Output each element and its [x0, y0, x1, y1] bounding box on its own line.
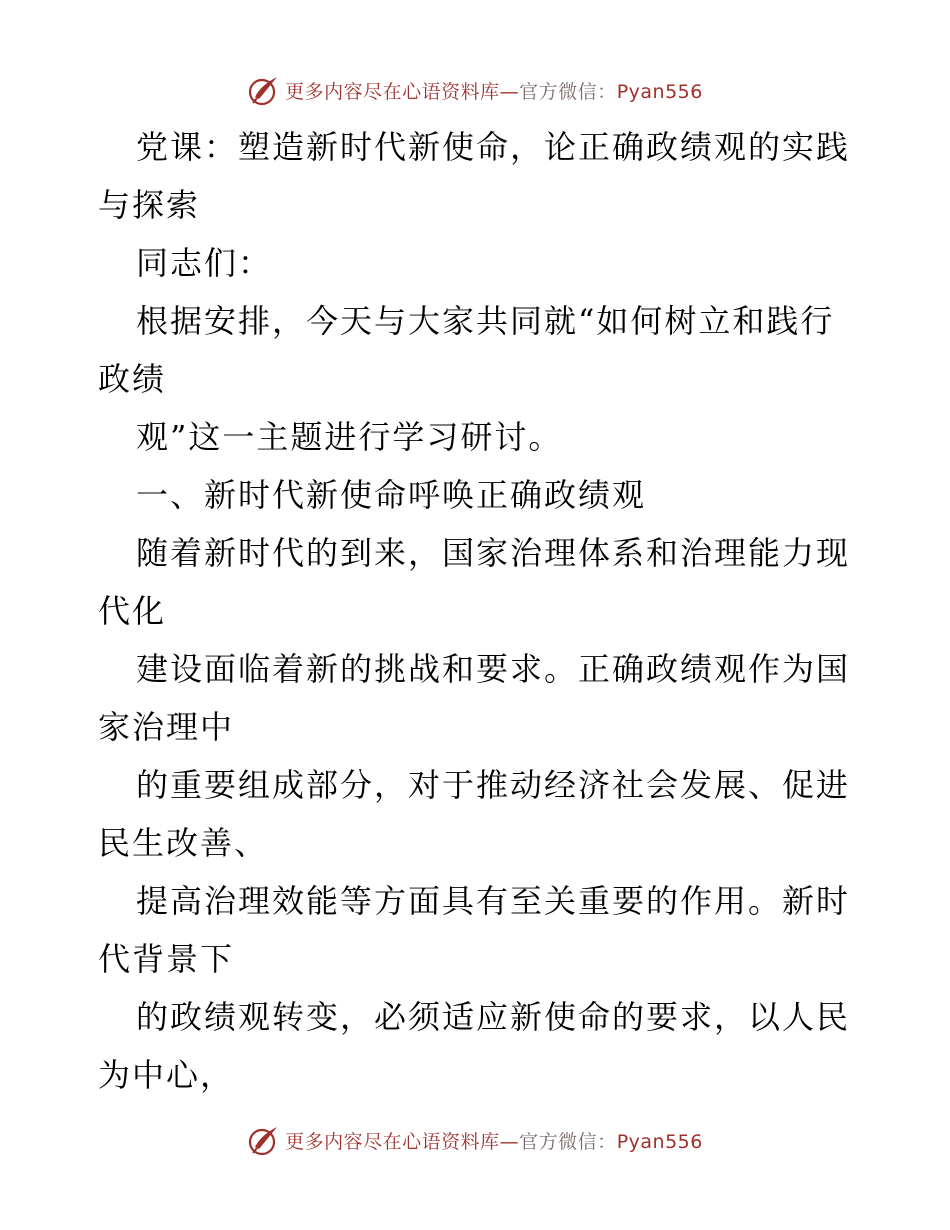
watermark-wechat-handle: Pyan556 [616, 80, 703, 103]
watermark-site-text: 更多内容尽在心语资料库 [285, 80, 500, 103]
document-body [98, 118, 858, 1104]
watermark-wechat-label: 官方微信： [519, 80, 617, 103]
text-line: 根据安排，今天与大家共同就“如何树立和践行 [136, 302, 835, 340]
watermark-text [285, 1127, 703, 1154]
watermark-separator: — [499, 80, 520, 103]
text-line: 党课：塑造新时代新使命，论正确政绩观的实践 [136, 128, 851, 166]
watermark-banner-bottom [0, 1120, 950, 1160]
watermark-text [285, 77, 703, 104]
quill-logo-icon [247, 1123, 281, 1157]
text-line: 为中心， [98, 1056, 235, 1094]
text-line: 政绩 [98, 360, 167, 398]
text-line: 代背景下 [98, 940, 235, 978]
text-line: 提高治理效能等方面具有至关重要的作用。新时 [136, 882, 851, 920]
watermark-site-text: 更多内容尽在心语资料库 [285, 1130, 500, 1153]
watermark-wechat-handle: Pyan556 [616, 1130, 703, 1153]
text-line: 家治理中 [98, 708, 235, 746]
text-line: 观”这一主题进行学习研讨。 [136, 418, 563, 456]
text-line: 代化 [98, 592, 167, 630]
text-line: 的政绩观转变，必须适应新使命的要求，以人民 [136, 998, 851, 1036]
text-line: 同志们： [136, 244, 273, 282]
text-line: 的重要组成部分，对于推动经济社会发展、促进 [136, 766, 851, 804]
watermark-banner-top [0, 70, 950, 110]
text-line: 随着新时代的到来，国家治理体系和治理能力现 [136, 534, 851, 572]
watermark-separator: — [499, 1130, 520, 1153]
text-line: 民生改善、 [98, 824, 269, 862]
watermark-wechat-label: 官方微信： [519, 1130, 617, 1153]
text-line: 建设面临着新的挑战和要求。正确政绩观作为国 [136, 650, 851, 688]
quill-logo-icon [247, 73, 281, 107]
text-line: 与探索 [98, 186, 201, 224]
text-line: 一、新时代新使命呼唤正确政绩观 [136, 476, 647, 514]
